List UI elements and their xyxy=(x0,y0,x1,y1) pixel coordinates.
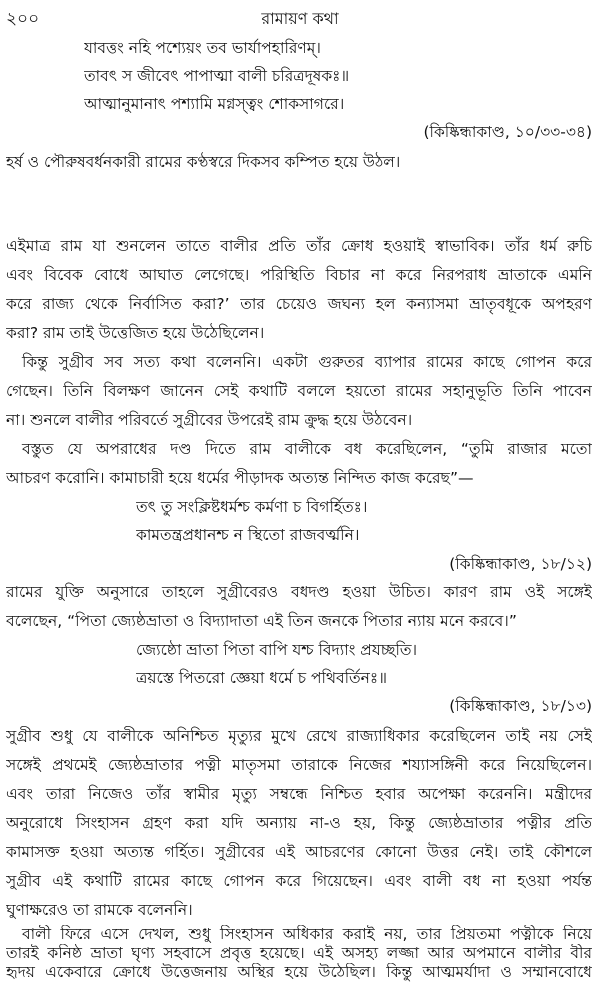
paragraph-line: বালী ফিরে এসে দেখল, শুধু সিংহাসন অধিকার করাই নয়, তার প্রিয়তমা পত্নীকে নিয়ে xyxy=(22,925,592,943)
paragraph-line: তারই কনিষ্ঠ ভ্রাতা ঘৃণ্য সহবাসে প্রবৃত্ত হয়েছে। এই অসহ্য লজ্জা আর অপমানে বালীর বীর xyxy=(6,944,592,962)
paragraph-line: না। শুনলে বালীর পরিবর্তে সুগ্রীবের উপরেই রাম ক্রুদ্ধ হয়ে উঠবেন। xyxy=(6,411,413,429)
paragraph-line: ঘুণাক্ষরেও তা রামকে বলেননি। xyxy=(6,901,193,919)
verse-line: ত্রয়স্তে পিতরো জ্ঞেয়া ধর্মে চ পথিবর্তিনঃ॥ xyxy=(136,669,387,687)
citation xyxy=(6,550,592,578)
paragraph-line: হৃদয় একেবারে ক্রোধে উত্তেজনায় অস্থির হয়ে উঠেছিল। কিন্তু আত্মমর্যাদা ও সম্মানবোধে xyxy=(6,963,592,981)
paragraph xyxy=(6,435,592,493)
paragraph-line: বলেছেন, “পিতা জ্যেষ্ঠভ্রাতা ও বিদ্যাদাতা এই তিন জনকে পিতার ন্যায় মনে করবে।” xyxy=(6,612,517,630)
verse-line: তৎ তু সংক্লিষ্টধর্মশ্চ কর্মণা চ বিগর্হিতঃ। xyxy=(136,498,368,516)
paragraph xyxy=(6,348,592,435)
paragraph xyxy=(6,232,592,348)
paragraph-line: এইমাত্র রাম যা শুনলেন তাতে বালীর প্রতি তাঁর ক্রোধ হওয়াই স্বাভাবিক। তাঁর ধর্ম রুচি xyxy=(6,237,592,255)
paragraph xyxy=(6,722,592,925)
paragraph-line: সুগ্রীব শুধু যে বালীকে অনিশ্চিত মৃত্যুর মুখে রেখে রাজ্যাধিকার করেছিলেন তাই নয় সেই xyxy=(6,727,592,745)
verse-block xyxy=(6,636,592,692)
paragraph-line: বস্তুত যে অপরাধের দণ্ড দিতে রাম বালীকে বধ করেছিলেন, “তুমি রাজার মতো xyxy=(22,440,592,458)
paragraph-line: আচরণ করোনি। কামাচারী হয়ে ধর্মের পীড়াদক অত্যন্ত নিন্দিত কাজ করেছ”— xyxy=(6,469,474,487)
citation xyxy=(6,692,592,720)
verse-block xyxy=(6,34,592,118)
verse-line: আত্মানুমানাৎ পশ্যামি মগ্নস্ত্বং শোকসাগরে। xyxy=(84,95,345,113)
verse-line: কামতন্ত্রপ্রধানশ্চ ন স্থিতো রাজবর্ত্মনি। xyxy=(136,526,360,544)
verse-line: যাবত্তং নহি পশ্যেয়ং তব ভার্যাপহারিণম্‌। xyxy=(84,39,321,57)
paragraph-line: অনুরোধে সিংহাসন গ্রহণ করা যদি অন্যায় না-ও হয়, কিন্তু জ্যেষ্ঠভ্রাতার পত্নীর প্রতি xyxy=(6,814,592,832)
paragraph-line: কিন্তু সুগ্রীব সব সত্য কথা বলেননি। একটা গুরুতর ব্যাপার রামের কাছে গোপন করে xyxy=(22,353,592,371)
citation-text: (কিষ্কিন্ধাকাণ্ড, ১৮/১৩) xyxy=(449,697,592,715)
page-header xyxy=(6,6,594,32)
paragraph xyxy=(6,148,592,177)
paragraph-line: করে রাজ্য থেকে নির্বাসিত করা?’ তার চেয়েও জঘন্য হল কন্যাসমা ভ্রাতৃবধূকে অপহরণ xyxy=(6,295,592,313)
paragraph xyxy=(6,925,592,982)
paragraph-line: এবং তারা নিজেও তাঁর স্বামীর মৃত্যু সম্বন্ধে নিশ্চিত হবার অপেক্ষা করেননি। মন্ত্রীদের xyxy=(6,785,592,803)
paragraph-line: করা? রাম তাই উত্তেজিত হয়ে উঠেছিলেন। xyxy=(6,324,265,342)
running-title: রামায়ণ কথা xyxy=(261,9,339,28)
paragraph xyxy=(6,578,592,636)
paragraph-line: এবং বিবেক বোধে আঘাত লেগেছে। পরিস্থিতি বিচার না করে নিরপরাধ ভ্রাতাকে এমনি xyxy=(6,266,592,284)
paragraph-line: গেছেন। তিনি বিলক্ষণ জানেন সেই কথাটি বললে হয়তো রামের সহানুভূতি তিনি পাবেন xyxy=(6,382,592,400)
page-number: ২০০ xyxy=(6,9,40,29)
citation-text: (কিষ্কিন্ধাকাণ্ড, ১০/৩৩-৩৪) xyxy=(423,123,592,141)
paragraph-line: কামাসক্ত হওয়া অত্যন্ত গর্হিত। সুগ্রীবের এই আচরণের কোনো উত্তর নেই। তাই কৌশলে xyxy=(6,843,592,861)
paragraph-line: সুগ্রীব এই কথাটি রামের কাছে গোপন করে গিয়েছেন। এবং বালী বধ না হওয়া পর্যন্ত xyxy=(6,872,592,890)
verse-line: তাবৎ স জীবেৎ পাপাত্মা বালী চরিত্রদূষকঃ॥ xyxy=(84,67,350,85)
citation xyxy=(6,118,592,146)
verse-line: জ্যেষ্ঠো ভ্রাতা পিতা বাপি যশ্চ বিদ্যাং প্রযচ্ছতি। xyxy=(136,641,418,659)
paragraph-line: হর্ষ ও পৌরুষবর্ধনকারী রামের কণ্ঠস্বরে দিকসব কম্পিত হয়ে উঠল। xyxy=(6,153,401,171)
citation-text: (কিষ্কিন্ধাকাণ্ড, ১৮/১২) xyxy=(449,555,592,573)
verse-block xyxy=(6,493,592,549)
paragraph-line: সঙ্গেই প্রথমেই জ্যেষ্ঠভ্রাতার পত্নী মাতৃসমা তারাকে নিজের শয্যাসঙ্গিনী করে নিয়েছিলেন। xyxy=(6,756,592,774)
paragraph-line: রামের যুক্তি অনুসারে তাহলে সুগ্রীবেরও বধদণ্ড হওয়া উচিত। কারণ রাম ওই সঙ্গেই xyxy=(6,583,592,601)
